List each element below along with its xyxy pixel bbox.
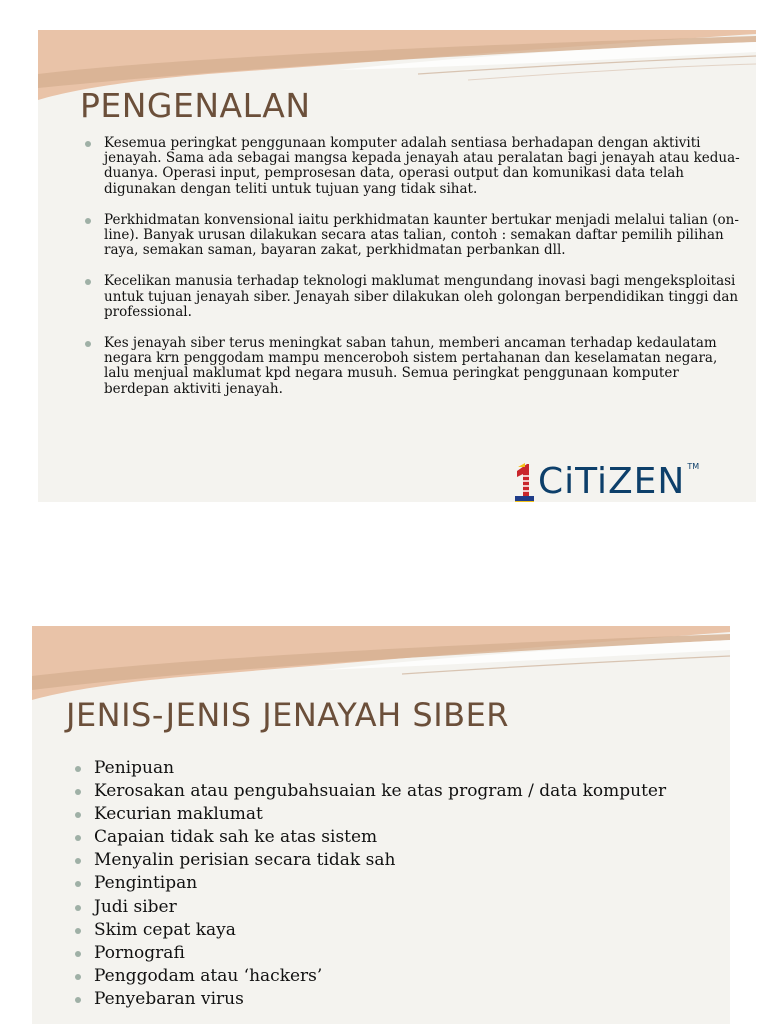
bullet-item: Menyalin perisian secara tidak sah [94, 852, 694, 869]
bullet-item: Pornografi [94, 945, 694, 962]
trademark-symbol: TM [687, 462, 700, 471]
one-numeral-flag-icon [512, 462, 536, 502]
bullet-item: Kecelikan manusia terhadap teknologi maklumat mengundang inovasi bagi mengeksploitasi untuk tujuan jenayah siber. Jenayah siber dilakukan oleh golongan berpendidikan tinggi dan professional. [104, 273, 739, 320]
1citizen-logo [512, 454, 699, 502]
bullet-item: Penggodam atau ‘hackers’ [94, 968, 694, 985]
bullet-item: Perkhidmatan konvensional iaitu perkhidmatan kaunter bertukar menjadi melalui talian (on-line). Banyak urusan dilakukan secara atas talian, contoh : semakan daftar pemilih pilihan raya, semakan saman, bayaran zakat, perkhidmatan perbankan dll. [104, 211, 739, 259]
bullet-item: Kerosakan atau pengubahsuaian ke atas program / data komputer [94, 783, 694, 800]
slide-banner-swoosh [32, 626, 730, 706]
bullet-list [104, 136, 740, 413]
bullet-item: Kes jenayah siber terus meningkat saban tahun, memberi ancaman terhadap kedaulatam negara krn penggodam mampu menceroboh sistem pertahanan dan keselamatan negara, lalu menjual maklumat kpd negara musuh. Semua peringkat penggunaan komputer berdepan aktiviti jenayah. [104, 336, 740, 397]
bullet-item: Pengintipan [94, 875, 694, 892]
slide-title: JENIS-JENIS JENAYAH SIBER [66, 696, 510, 734]
bullet-item: Skim cepat kaya [94, 922, 694, 939]
bullet-item: Penipuan [94, 760, 694, 777]
slide-jenis-jenayah [32, 626, 730, 1024]
bullet-item: Judi siber [94, 899, 694, 916]
logo-wordmark: CiTiZEN [538, 461, 686, 502]
bullet-item: Penyebaran virus [94, 991, 694, 1008]
bullet-item: Capaian tidak sah ke atas sistem [94, 829, 694, 846]
slide-title: PENGENALAN [80, 86, 311, 125]
bullet-item: Kesemua peringkat penggunaan komputer adalah sentiasa berhadapan dengan aktiviti jenayah. Sama ada sebagai mangsa kepada jenayah atau peralatan bagi jenayah atau kedua-duanya. Operasi input, pemprosesan data, operasi output dan komunikasi data telah digunakan dengan teliti untuk tujuan yang tidak sihat. [104, 135, 740, 197]
slide-pengenalan [38, 30, 756, 502]
bullet-item: Kecurian maklumat [94, 806, 694, 823]
bullet-list [94, 760, 694, 1014]
